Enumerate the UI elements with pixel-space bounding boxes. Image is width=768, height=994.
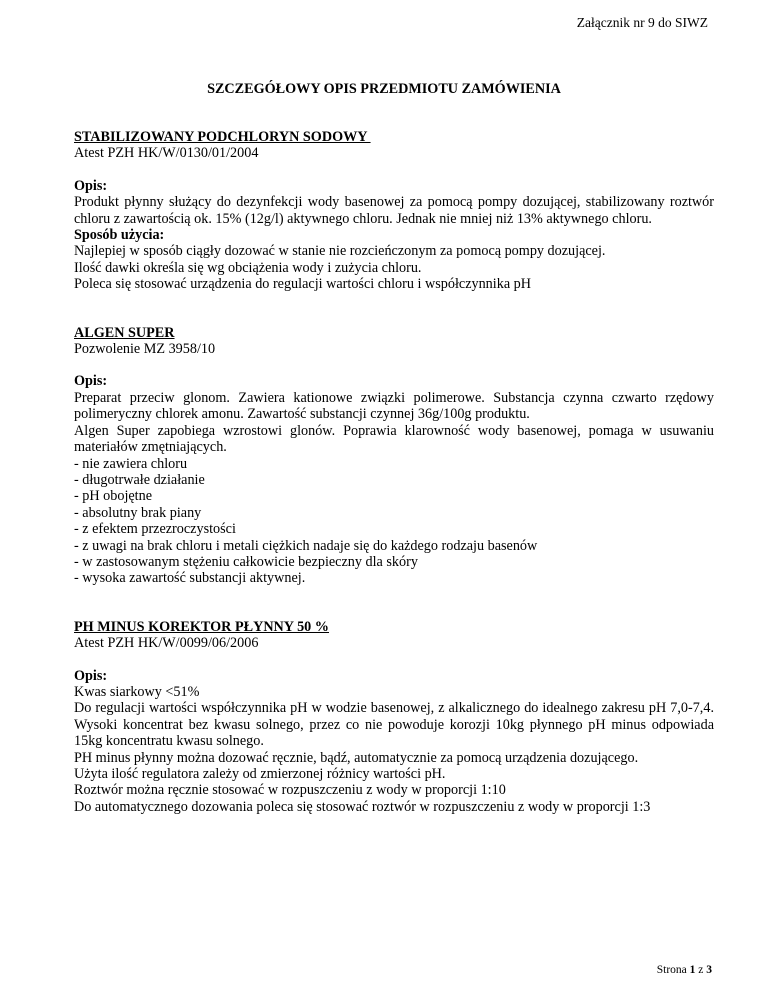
document-title: SZCZEGÓŁOWY OPIS PRZEDMIOTU ZAMÓWIENIA: [207, 81, 561, 97]
section-title: ALGEN SUPER: [74, 324, 175, 341]
desc-paragraph: Algen Super zapobiega wzrostowi glonów. Poprawia klarowność wody basenowej, pomaga w usuwaniu materiałów zmętniających.: [74, 422, 714, 456]
list-item: - długotrwałe działanie: [74, 471, 205, 488]
page-footer: [657, 962, 712, 978]
list-item: - nie zawiera chloru: [74, 455, 188, 472]
list-item: - w zastosowanym stężeniu całkowicie bezpieczny dla skóry: [74, 553, 418, 570]
desc-line: Użyta ilość regulatora zależy od zmierzonej różnicy wartości pH.: [74, 766, 446, 782]
section-stabilizowany: [74, 129, 714, 293]
attachment-header: Załącznik nr 9 do SIWZ: [576, 15, 708, 30]
footer-label: Strona: [656, 964, 687, 976]
desc-paragraph: Preparat przeciw glonom. Zawiera kationowe związki polimerowe. Substancja czynna czwarto rzędowy polimeryczny chlorek amonu. Zawartość substancji czynnej 36g/100g produktu.: [74, 389, 714, 423]
desc-line: Do automatycznego dozowania poleca się stosować roztwór w rozpuszczeniu z wody w proporcji 1:3: [74, 798, 651, 815]
page-total: 3: [706, 964, 712, 976]
section-ph-minus: [74, 619, 714, 815]
usage-line: Ilość dawki określa się wg obciążenia wody i zużycia chloru.: [74, 259, 422, 276]
usage-label: Sposób użycia:: [74, 227, 165, 244]
section-title: STABILIZOWANY PODCHLORYN SODOWY: [74, 129, 371, 145]
desc-label: Opis:: [74, 667, 108, 684]
list-item: - z efektem przezroczystości: [74, 521, 236, 538]
list-item: - wysoka zawartość substancji aktywnej.: [74, 570, 306, 587]
desc-line: Kwas siarkowy <51%: [74, 683, 200, 700]
list-item: - absolutny brak piany: [74, 504, 202, 521]
desc-paragraph: Produkt płynny służący do dezynfekcji wody basenowej za pomocą pompy dozującej, stabilizowany roztwór chloru z zawartością ok. 15% (12g/l) aktywnego chloru. Jednak nie mniej niż 13% aktywnego chloru.: [74, 194, 714, 227]
usage-line: Poleca się stosować urządzenia do regulacji wartości chloru i współczynnika pH: [74, 276, 531, 293]
usage-line: Najlepiej w sposób ciągły dozować w stanie nie rozcieńczonym za pomocą pompy dozującej.: [74, 243, 606, 260]
desc-line: Roztwór można ręcznie stosować w rozpuszczeniu z wody w proporcji 1:10: [74, 782, 506, 799]
section-subtitle: Atest PZH HK/W/0130/01/2004: [74, 145, 259, 162]
desc-line: PH minus płynny można dozować ręcznie, bądź, automatycznie za pomocą urządzenia dozującego.: [74, 749, 639, 766]
section-algen-super: [74, 325, 714, 587]
section-subtitle: Pozwolenie MZ 3958/10: [74, 341, 216, 358]
section-subtitle: Atest PZH HK/W/0099/06/2006: [74, 635, 259, 652]
page-number: 1: [689, 964, 696, 976]
document-content: [74, 129, 714, 815]
desc-label: Opis:: [74, 373, 108, 390]
footer-of: z: [698, 964, 704, 976]
list-item: - pH obojętne: [74, 488, 153, 505]
list-item: - z uwagi na brak chloru i metali ciężkich nadaje się do każdego rodzaju basenów: [74, 537, 538, 554]
desc-label: Opis:: [74, 177, 108, 194]
section-title: PH MINUS KOREKTOR PŁYNNY 50 %: [74, 618, 329, 635]
desc-paragraph: Do regulacji wartości współczynnika pH w wodzie basenowej, z alkalicznego do idealnego zakresu pH 7,0-7,4. Wysoki koncentrat bez kwasu solnego, przez co nie powoduje korozji 10kg płynnego pH minus odpowiada 15kg koncentratu kwasu solnego.: [74, 700, 714, 750]
